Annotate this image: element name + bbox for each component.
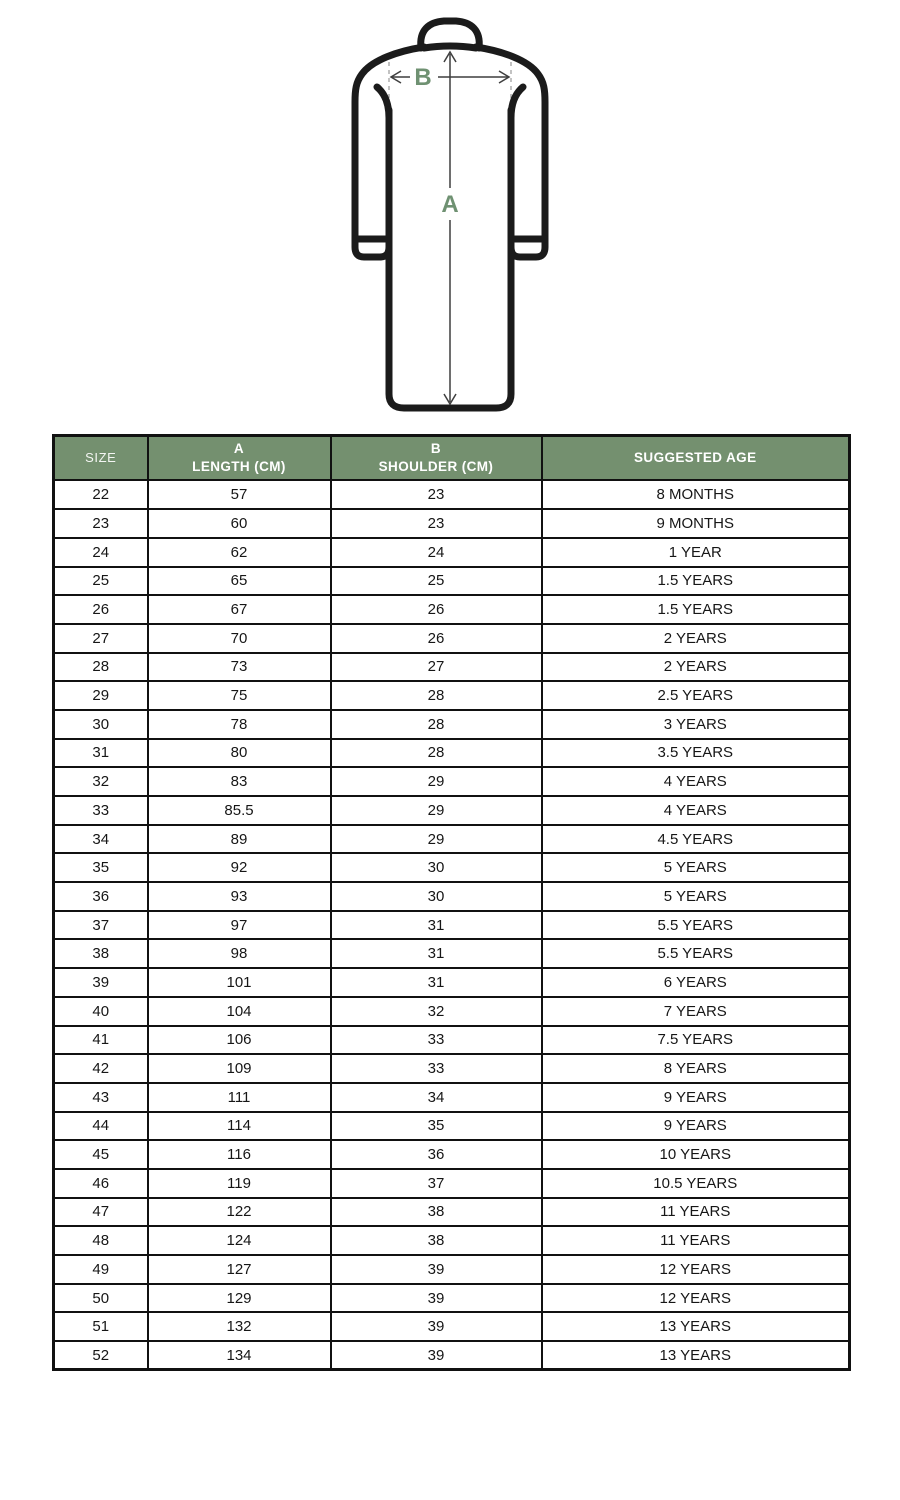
table-cell: 8 MONTHS [542, 480, 850, 509]
table-row [54, 911, 850, 940]
table-cell: 80 [148, 739, 331, 768]
table-row [54, 968, 850, 997]
table-row [54, 1112, 850, 1141]
table-cell: 29 [331, 767, 542, 796]
table-cell: 27 [331, 653, 542, 682]
table-row [54, 1198, 850, 1227]
header-length [148, 436, 331, 481]
label-b: B [414, 64, 432, 91]
table-cell: 9 YEARS [542, 1112, 850, 1141]
table-cell: 13 YEARS [542, 1341, 850, 1370]
table-cell: 29 [54, 681, 148, 710]
table-cell: 93 [148, 882, 331, 911]
table-cell: 132 [148, 1312, 331, 1341]
table-cell: 8 YEARS [542, 1054, 850, 1083]
table-cell: 36 [331, 1140, 542, 1169]
header-length-unit: LENGTH (CM) [192, 459, 286, 475]
table-cell: 11 YEARS [542, 1198, 850, 1227]
table-cell: 31 [54, 739, 148, 768]
table-cell: 23 [331, 480, 542, 509]
table-cell: 3 YEARS [542, 710, 850, 739]
table-cell: 4.5 YEARS [542, 825, 850, 854]
table-cell: 29 [331, 796, 542, 825]
table-row [54, 1083, 850, 1112]
table-cell: 4 YEARS [542, 767, 850, 796]
table-row [54, 1284, 850, 1313]
table-cell: 1.5 YEARS [542, 567, 850, 596]
table-cell: 26 [54, 595, 148, 624]
table-cell: 52 [54, 1341, 148, 1370]
table-cell: 26 [331, 624, 542, 653]
thobe-outline-drawing [0, 0, 900, 434]
table-cell: 57 [148, 480, 331, 509]
table-cell: 5 YEARS [542, 853, 850, 882]
table-cell: 38 [331, 1198, 542, 1227]
table-cell: 60 [148, 509, 331, 538]
table-cell: 127 [148, 1255, 331, 1284]
table-cell: 2 YEARS [542, 624, 850, 653]
table-cell: 12 YEARS [542, 1284, 850, 1313]
table-cell: 7.5 YEARS [542, 1026, 850, 1055]
table-cell: 45 [54, 1140, 148, 1169]
table-cell: 32 [54, 767, 148, 796]
table-cell: 5.5 YEARS [542, 939, 850, 968]
table-cell: 27 [54, 624, 148, 653]
table-cell: 129 [148, 1284, 331, 1313]
table-cell: 119 [148, 1169, 331, 1198]
table-cell: 23 [54, 509, 148, 538]
table-cell: 5 YEARS [542, 882, 850, 911]
table-cell: 39 [331, 1284, 542, 1313]
table-cell: 39 [331, 1341, 542, 1370]
header-age-label: SUGGESTED AGE [634, 450, 757, 466]
table-cell: 28 [331, 739, 542, 768]
table-row [54, 681, 850, 710]
size-chart-table [52, 434, 851, 1371]
table-cell: 2 YEARS [542, 653, 850, 682]
table-cell: 50 [54, 1284, 148, 1313]
table-cell: 26 [331, 595, 542, 624]
table-cell: 83 [148, 767, 331, 796]
table-cell: 114 [148, 1112, 331, 1141]
table-row [54, 710, 850, 739]
table-cell: 134 [148, 1341, 331, 1370]
header-size [54, 436, 148, 481]
table-cell: 9 MONTHS [542, 509, 850, 538]
size-table-header [54, 436, 850, 481]
table-cell: 101 [148, 968, 331, 997]
table-cell: 10.5 YEARS [542, 1169, 850, 1198]
table-cell: 31 [331, 968, 542, 997]
table-cell: 10 YEARS [542, 1140, 850, 1169]
garment-diagram [0, 0, 900, 434]
table-cell: 24 [331, 538, 542, 567]
header-row [54, 436, 850, 481]
table-cell: 34 [54, 825, 148, 854]
table-cell: 39 [331, 1312, 542, 1341]
table-row [54, 509, 850, 538]
table-cell: 48 [54, 1226, 148, 1255]
table-cell: 24 [54, 538, 148, 567]
table-cell: 92 [148, 853, 331, 882]
table-cell: 40 [54, 997, 148, 1026]
table-cell: 31 [331, 911, 542, 940]
table-cell: 75 [148, 681, 331, 710]
table-cell: 30 [331, 882, 542, 911]
table-cell: 22 [54, 480, 148, 509]
table-cell: 65 [148, 567, 331, 596]
table-cell: 11 YEARS [542, 1226, 850, 1255]
table-row [54, 1140, 850, 1169]
table-cell: 13 YEARS [542, 1312, 850, 1341]
table-cell: 30 [331, 853, 542, 882]
table-row [54, 1026, 850, 1055]
table-cell: 89 [148, 825, 331, 854]
table-row [54, 853, 850, 882]
table-cell: 12 YEARS [542, 1255, 850, 1284]
table-row [54, 825, 850, 854]
table-cell: 33 [331, 1054, 542, 1083]
table-row [54, 1255, 850, 1284]
table-cell: 70 [148, 624, 331, 653]
table-cell: 5.5 YEARS [542, 911, 850, 940]
table-cell: 4 YEARS [542, 796, 850, 825]
table-cell: 43 [54, 1083, 148, 1112]
table-cell: 35 [331, 1112, 542, 1141]
table-row [54, 739, 850, 768]
table-cell: 51 [54, 1312, 148, 1341]
table-cell: 25 [54, 567, 148, 596]
table-cell: 62 [148, 538, 331, 567]
table-cell: 25 [331, 567, 542, 596]
table-cell: 106 [148, 1026, 331, 1055]
table-cell: 49 [54, 1255, 148, 1284]
table-cell: 104 [148, 997, 331, 1026]
table-cell: 38 [54, 939, 148, 968]
header-shoulder-unit: SHOULDER (CM) [378, 459, 494, 475]
table-cell: 9 YEARS [542, 1083, 850, 1112]
table-cell: 37 [331, 1169, 542, 1198]
size-table-body [54, 480, 850, 1369]
table-row [54, 882, 850, 911]
table-cell: 122 [148, 1198, 331, 1227]
header-length-letter: A [233, 441, 245, 456]
header-shoulder [331, 436, 542, 481]
table-row [54, 1341, 850, 1370]
table-cell: 78 [148, 710, 331, 739]
table-row [54, 796, 850, 825]
neck-seam-line [424, 46, 476, 48]
table-row [54, 767, 850, 796]
header-age [542, 436, 850, 481]
label-a: A [441, 191, 459, 218]
table-cell: 29 [331, 825, 542, 854]
table-cell: 30 [54, 710, 148, 739]
table-row [54, 1169, 850, 1198]
table-cell: 39 [331, 1255, 542, 1284]
table-cell: 111 [148, 1083, 331, 1112]
table-row [54, 1312, 850, 1341]
table-row [54, 939, 850, 968]
table-cell: 1.5 YEARS [542, 595, 850, 624]
table-cell: 44 [54, 1112, 148, 1141]
table-cell: 46 [54, 1169, 148, 1198]
table-cell: 3.5 YEARS [542, 739, 850, 768]
table-cell: 33 [331, 1026, 542, 1055]
table-cell: 35 [54, 853, 148, 882]
header-size-label: SIZE [85, 450, 117, 466]
table-cell: 116 [148, 1140, 331, 1169]
table-cell: 67 [148, 595, 331, 624]
table-cell: 97 [148, 911, 331, 940]
table-cell: 1 YEAR [542, 538, 850, 567]
table-cell: 36 [54, 882, 148, 911]
header-shoulder-letter: B [430, 441, 442, 456]
table-cell: 6 YEARS [542, 968, 850, 997]
table-cell: 7 YEARS [542, 997, 850, 1026]
table-row [54, 624, 850, 653]
table-cell: 28 [331, 681, 542, 710]
table-row [54, 1226, 850, 1255]
table-cell: 28 [331, 710, 542, 739]
table-cell: 28 [54, 653, 148, 682]
table-cell: 109 [148, 1054, 331, 1083]
table-row [54, 480, 850, 509]
table-row [54, 538, 850, 567]
measurement-arrow-a [444, 52, 456, 404]
table-row [54, 595, 850, 624]
table-cell: 37 [54, 911, 148, 940]
table-cell: 85.5 [148, 796, 331, 825]
table-cell: 73 [148, 653, 331, 682]
table-row [54, 997, 850, 1026]
table-row [54, 567, 850, 596]
table-row [54, 1054, 850, 1083]
table-cell: 23 [331, 509, 542, 538]
table-cell: 32 [331, 997, 542, 1026]
table-cell: 39 [54, 968, 148, 997]
table-cell: 47 [54, 1198, 148, 1227]
table-cell: 2.5 YEARS [542, 681, 850, 710]
table-cell: 41 [54, 1026, 148, 1055]
table-cell: 34 [331, 1083, 542, 1112]
table-cell: 31 [331, 939, 542, 968]
table-cell: 98 [148, 939, 331, 968]
table-row [54, 653, 850, 682]
table-cell: 42 [54, 1054, 148, 1083]
table-cell: 33 [54, 796, 148, 825]
table-cell: 38 [331, 1226, 542, 1255]
table-cell: 124 [148, 1226, 331, 1255]
